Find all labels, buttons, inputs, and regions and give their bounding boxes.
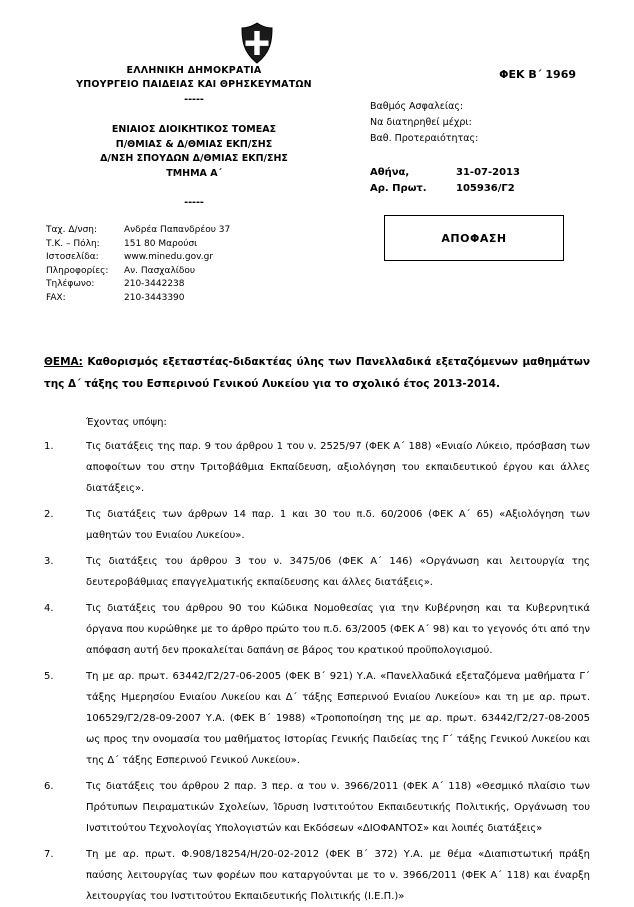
- list-item-number: 3.: [44, 556, 54, 567]
- subject-label: ΘΕΜΑ:: [44, 356, 83, 368]
- department-line-1: ΕΝΙΑΙΟΣ ΔΙΟΙΚΗΤΙΚΟΣ ΤΟΜΕΑΣ: [111, 124, 277, 135]
- contact-label-phone: Τηλέφωνο:: [46, 279, 95, 289]
- contact-row-website: [46, 251, 344, 265]
- contact-label-fax: FAX:: [46, 292, 66, 303]
- contact-row-postcode: [46, 238, 344, 252]
- date-value-protocol: 105936/Γ2: [456, 183, 515, 194]
- list-item-number: 5.: [44, 671, 54, 682]
- list-item: [44, 776, 590, 839]
- header-right-column: [370, 64, 590, 261]
- list-item: [44, 666, 590, 771]
- contact-value-info: Αν. Πασχαλίδου: [124, 265, 196, 276]
- emblem-container: [0, 22, 590, 64]
- date-block: [370, 165, 590, 197]
- contact-value-address: Ανδρέα Παπανδρέου 37: [124, 225, 231, 235]
- date-row-city: [370, 165, 590, 181]
- contact-label-website: Ιστοσελίδα:: [46, 252, 99, 262]
- list-item: [44, 551, 590, 593]
- contact-row-fax: [46, 292, 344, 306]
- security-block: [370, 99, 590, 147]
- list-item-text: Τις διατάξεις του άρθρου 90 του Κώδικα Νομοθεσίας για την Κυβέρνηση και τα Κυβερνητικά όργανα που κυρώθηκε με το άρθρο πρώτο του π.δ. 63/2005 (ΦΕΚ Α΄ 98) και το γεγονός ότι από την απόφαση αυτή δεν προκαλείται δαπάνη σε βάρος του κρατικού προϋπολογισμού.: [86, 603, 590, 656]
- date-label-city: Αθήνα,: [370, 167, 410, 178]
- date-value-city: 31-07-2013: [456, 167, 520, 178]
- list-item-number: 2.: [44, 509, 54, 520]
- list-item-text: Τη με αρ. πρωτ. Φ.908/18254/Η/20-02-2012 (ΦΕΚ Β΄ 372) Υ.Α. με θέμα «Διαπιστωτική πράξη παύσης λειτουργίας των φορέων που καταργούνται με το ν. 3966/2011 (ΦΕΚ Α΄ 118) και έναρξη λειτουργίας του Ινστιτούτου Εκπαιδευτικής Πολιτικής (Ι.Ε.Π.)»: [86, 849, 590, 902]
- list-item-text: Τις διατάξεις των άρθρων 14 παρ. 1 και 30 του π.δ. 60/2006 (ΦΕΚ Α΄ 65) «Αξιολόγηση των μαθητών του Ενιαίου Λυκείου».: [86, 509, 590, 541]
- contact-value-fax: 210-3443390: [124, 292, 185, 303]
- contact-value-postcode: 151 80 Μαρούσι: [124, 238, 198, 249]
- list-item-number: 4.: [44, 603, 54, 614]
- list-item-number: 6.: [44, 781, 54, 792]
- list-item-number: 1.: [44, 441, 54, 452]
- list-item-text: Τις διατάξεις του άρθρου 3 του ν. 3475/06 (ΦΕΚ Α΄ 146) «Οργάνωση και λειτουργία της δευτεροβάθμιας επαγγελματικής εκπαίδευσης και άλλες διατάξεις».: [86, 556, 590, 588]
- list-item: [44, 844, 590, 907]
- security-level-line: Βαθμός Ασφαλείας:: [370, 101, 464, 112]
- contact-label-address: Ταχ. Δ/νση:: [46, 225, 98, 235]
- header-separator-1: -----: [184, 94, 204, 105]
- fek-reference: ΦΕΚ Β΄ 1969: [499, 68, 576, 81]
- org-name-line-1: ΕΛΛΗΝΙΚΗ ΔΗΜΟΚΡΑΤΙΑ: [126, 65, 262, 76]
- department-block: [44, 123, 344, 181]
- contact-label-postcode: Τ.Κ. – Πόλη:: [46, 238, 100, 249]
- list-item-text: Τις διατάξεις του άρθρου 2 παρ. 3 περ. α του ν. 3966/2011 (ΦΕΚ Α΄ 118) «Θεσμικό πλαίσιο των Πρότυπων Πειραματικών Σχολείων, Ίδρυση Ινστιτούτου Εκπαιδευτικής Πολιτικής, Οργάνωση του Ινστιτούτου Τεχνολογίας Υπολογιστών και Εκδόσεων «ΔΙΟΦΑΝΤΟΣ» και λοιπές διατάξεις»: [86, 781, 590, 834]
- department-line-4: ΤΜΗΜΑ Α΄: [166, 167, 222, 179]
- department-line-3: Δ/ΝΣΗ ΣΠΟΥΔΩΝ Δ/ΘΜΙΑΣ ΕΚΠ/ΣΗΣ: [100, 153, 288, 164]
- list-item-number: 7.: [44, 849, 54, 860]
- list-item: [44, 436, 590, 499]
- list-item-text: Τη με αρ. πρωτ. 63442/Γ2/27-06-2005 (ΦΕΚ Β΄ 921) Υ.Α. «Πανελλαδικά εξεταζόμενα μαθήματα Γ΄ τάξης Ημερησίου Ενιαίου Λυκείου και Δ΄ τάξης Εσπερινού Ενιαίου Λυκείου» και τη με αρ. πρωτ. 106529/Γ2/28-09-2007 Υ.Α. (ΦΕΚ Β΄ 1988) «Τροποποίηση της με αρ. πρωτ. 63442/Γ2/27-08-2005 ως προς την ονομασία του μαθήματος Ιστορίας Γενικής Παιδείας της Γ΄ τάξης Γενικού Λυκείου και της Δ΄ τάξης Εσπερινού Γενικού Λυκείου».: [86, 671, 590, 766]
- list-item: [44, 504, 590, 546]
- list-item-text: Τις διατάξεις της παρ. 9 του άρθρου 1 του ν. 2525/97 (ΦΕΚ Α΄ 188) «Ενιαίο Λύκειο, πρόσβαση των αποφοίτων του στην Τριτοβάθμια Εκπαίδευση, αξιολόγηση του εκπαιδευτικού έργου και άλλες διατάξεις».: [86, 441, 590, 494]
- date-row-protocol: [370, 181, 590, 197]
- document-header: [0, 0, 634, 305]
- retention-line: Να διατηρηθεί μέχρι:: [370, 117, 472, 128]
- document-body: [44, 417, 590, 907]
- contact-row-address: [46, 224, 344, 238]
- list-item: [44, 598, 590, 661]
- subject-line: [44, 351, 590, 395]
- preamble-text: Έχοντας υπόψη:: [86, 417, 167, 428]
- header-separator-2: -----: [184, 197, 204, 208]
- contact-block: [44, 224, 344, 305]
- subject-text: Καθορισμός εξεταστέας-διδακτέας ύλης των Πανελλαδικά εξεταζόμενων μαθημάτων της Δ΄ τάξης του Εσπερινού Γενικού Λυκείου για το σχολικό έτος 2013-2014.: [44, 356, 590, 390]
- contact-label-info: Πληροφορίες:: [46, 265, 109, 276]
- header-left-column: [44, 64, 344, 305]
- contact-row-info: [46, 265, 344, 279]
- date-label-protocol: Αρ. Πρωτ.: [370, 183, 427, 194]
- contact-row-phone: [46, 278, 344, 292]
- greek-coat-of-arms-icon: [239, 22, 275, 64]
- contact-value-phone: 210-3442238: [124, 279, 185, 289]
- department-line-2: Π/ΘΜΙΑΣ & Δ/ΘΜΙΑΣ ΕΚΠ/ΣΗΣ: [115, 138, 273, 150]
- priority-line: Βαθ. Προτεραιότητας:: [370, 133, 479, 144]
- decision-box: ΑΠΟΦΑΣΗ: [384, 215, 564, 261]
- website-link[interactable]: www.minedu.gov.gr: [124, 252, 214, 262]
- org-name-line-2: ΥΠΟΥΡΓΕΙΟ ΠΑΙΔΕΙΑΣ ΚΑΙ ΘΡΗΣΚΕΥΜΑΤΩΝ: [76, 79, 312, 90]
